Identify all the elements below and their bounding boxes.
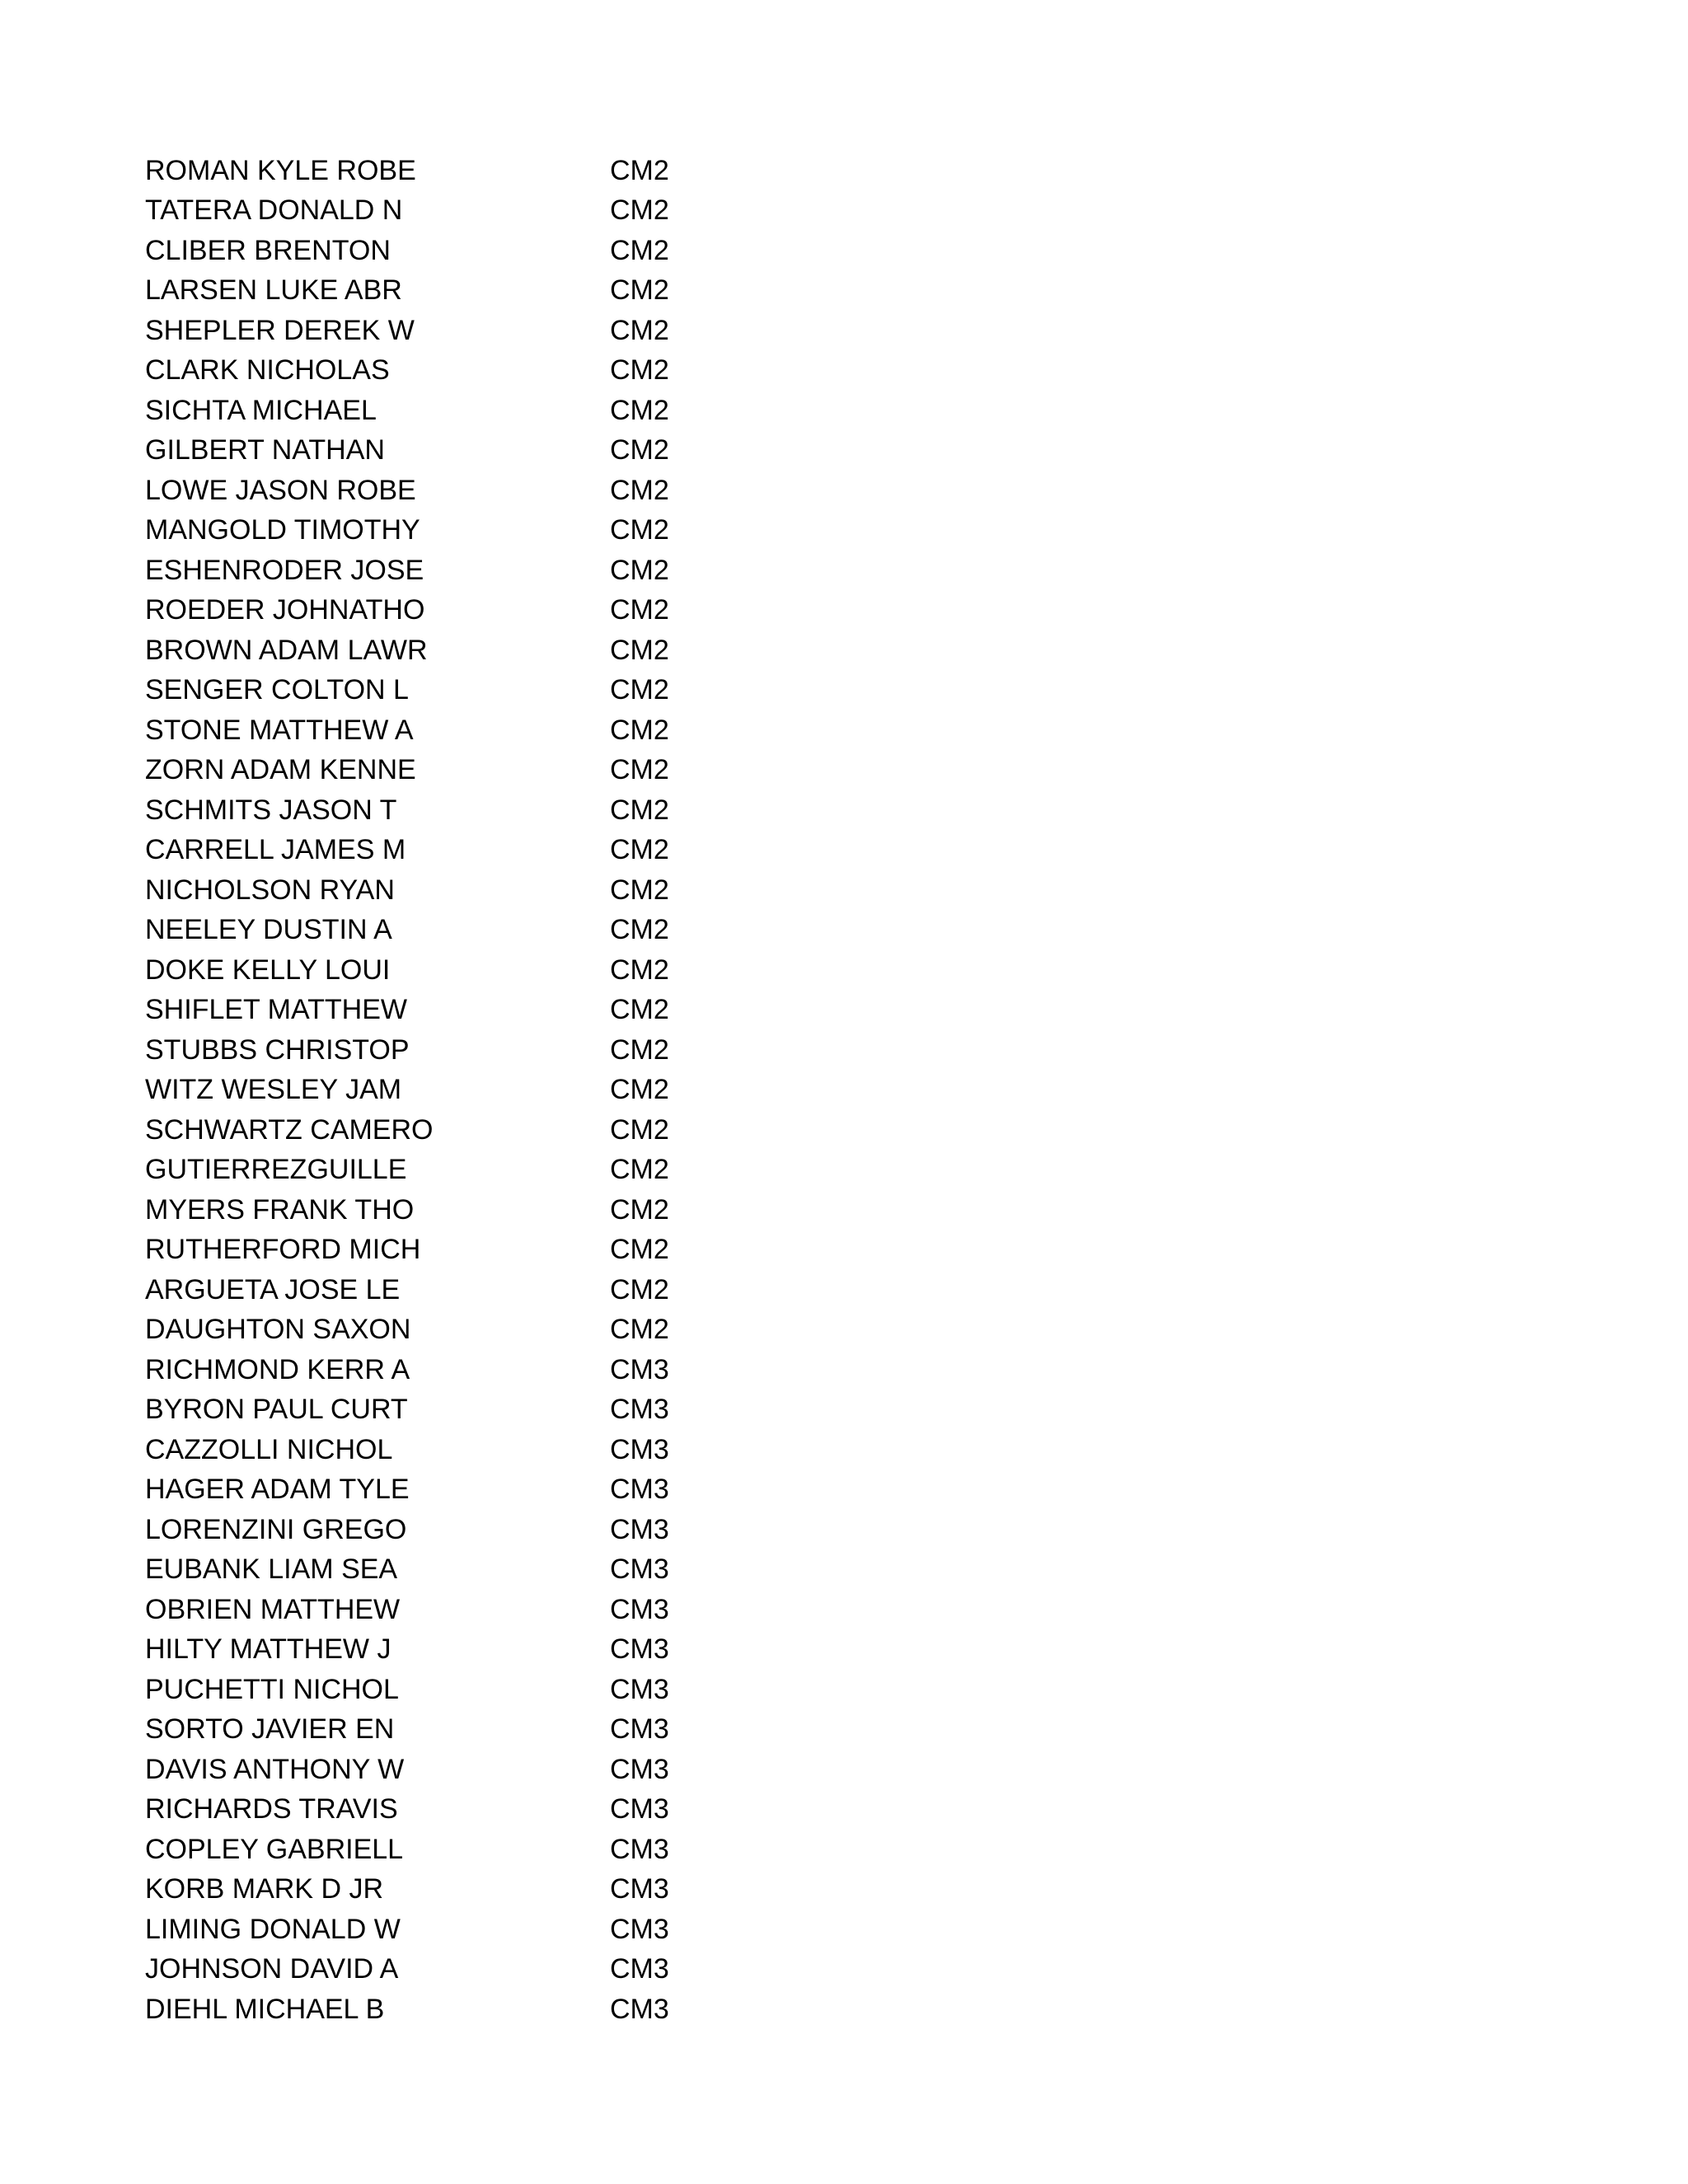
roster-row — [145, 1830, 969, 1870]
roster-rate: CM2 — [610, 234, 669, 266]
roster-rate: CM2 — [610, 674, 669, 706]
roster-rate: CM2 — [610, 1033, 669, 1066]
roster-row — [145, 1590, 969, 1630]
roster-rate: CM2 — [610, 874, 669, 906]
roster-row — [145, 1910, 969, 1950]
roster-row — [145, 1030, 969, 1071]
roster-name: STONE MATTHEW A — [145, 714, 414, 746]
roster-name: LARSEN LUKE ABR — [145, 274, 402, 307]
roster-row — [145, 431, 969, 471]
roster-name: ZORN ADAM KENNE — [145, 754, 416, 786]
roster-name: DIEHL MICHAEL B — [145, 1993, 385, 2025]
roster-rate: CM2 — [610, 194, 669, 227]
roster-rate: CM2 — [610, 714, 669, 746]
roster-rate: CM2 — [610, 1273, 669, 1305]
roster-rate: CM3 — [610, 1593, 669, 1625]
roster-rate: CM2 — [610, 594, 669, 626]
roster-rate: CM2 — [610, 834, 669, 866]
roster-rate: CM3 — [610, 1793, 669, 1825]
roster-name: DOKE KELLY LOUI — [145, 954, 391, 986]
roster-name: OBRIEN MATTHEW — [145, 1593, 401, 1625]
roster-name: WITZ WESLEY JAM — [145, 1074, 402, 1106]
roster-rate: CM3 — [610, 1993, 669, 2025]
roster-name: MANGOLD TIMOTHY — [145, 514, 420, 546]
roster-row — [145, 710, 969, 751]
roster-row — [145, 191, 969, 232]
roster-row — [145, 551, 969, 591]
roster-name: SORTO JAVIER EN — [145, 1713, 395, 1746]
roster-row — [145, 1870, 969, 1910]
roster-rate: CM2 — [610, 954, 669, 986]
roster-row — [145, 391, 969, 431]
roster-rate: CM3 — [610, 1873, 669, 1905]
roster-name: KORB MARK D JR — [145, 1873, 384, 1905]
roster-row — [145, 271, 969, 312]
roster-name: STUBBS CHRISTOP — [145, 1033, 410, 1066]
roster-row — [145, 351, 969, 391]
roster-rate: CM2 — [610, 354, 669, 387]
roster-row — [145, 511, 969, 551]
roster-name: ROEDER JOHNATHO — [145, 594, 425, 626]
roster-name: DAUGHTON SAXON — [145, 1314, 411, 1346]
roster-row — [145, 1270, 969, 1310]
roster-name: CAZZOLLI NICHOL — [145, 1433, 393, 1465]
roster-row — [145, 1710, 969, 1750]
roster-row — [145, 151, 969, 191]
roster-name: DAVIS ANTHONY W — [145, 1753, 405, 1785]
roster-row — [145, 311, 969, 351]
roster-rate: CM2 — [610, 634, 669, 666]
roster-rate: CM2 — [610, 314, 669, 346]
roster-name: LIMING DONALD W — [145, 1913, 401, 1945]
roster-rate: CM2 — [610, 514, 669, 546]
roster-name: CLARK NICHOLAS — [145, 354, 390, 387]
roster-rate: CM3 — [610, 1353, 669, 1385]
roster-name: ESHENRODER JOSE — [145, 554, 424, 586]
roster-row — [145, 1790, 969, 1830]
roster-name: CLIBER BRENTON — [145, 234, 391, 266]
roster-name: SHIFLET MATTHEW — [145, 994, 407, 1026]
roster-rate: CM2 — [610, 1314, 669, 1346]
roster-name: SENGER COLTON L — [145, 674, 409, 706]
roster-row — [145, 1950, 969, 1990]
roster-name: NEELEY DUSTIN A — [145, 914, 392, 946]
roster-name: LORENZINI GREGO — [145, 1513, 407, 1545]
roster-name: MYERS FRANK THO — [145, 1193, 415, 1226]
roster-name: TATERA DONALD N — [145, 194, 403, 227]
roster-rate: CM2 — [610, 1154, 669, 1186]
roster-row — [145, 911, 969, 951]
roster-row — [145, 1310, 969, 1351]
roster-rate: CM2 — [610, 914, 669, 946]
roster-rate: CM3 — [610, 1394, 669, 1426]
roster-name: JOHNSON DAVID A — [145, 1953, 399, 1985]
roster-name: NICHOLSON RYAN — [145, 874, 395, 906]
roster-rate: CM2 — [610, 754, 669, 786]
roster-rate: CM2 — [610, 554, 669, 586]
roster-rate: CM3 — [610, 1633, 669, 1666]
roster-name: LOWE JASON ROBE — [145, 474, 416, 506]
roster-rate: CM2 — [610, 474, 669, 506]
roster-row — [145, 991, 969, 1031]
roster-name: PUCHETTI NICHOL — [145, 1673, 399, 1705]
roster-rate: CM2 — [610, 1193, 669, 1226]
roster-row — [145, 950, 969, 991]
roster-rate: CM3 — [610, 1554, 669, 1586]
roster-rate: CM2 — [610, 994, 669, 1026]
roster-row — [145, 751, 969, 791]
roster-row — [145, 831, 969, 871]
roster-row — [145, 1990, 969, 2030]
roster-name: SCHMITS JASON T — [145, 794, 397, 826]
roster-rate: CM3 — [610, 1713, 669, 1746]
roster-row — [145, 1390, 969, 1431]
roster-rate: CM2 — [610, 434, 669, 466]
roster-name: COPLEY GABRIELL — [145, 1833, 404, 1865]
roster-name: HAGER ADAM TYLE — [145, 1474, 410, 1506]
roster-name: SICHTA MICHAEL — [145, 394, 377, 426]
roster-row — [145, 471, 969, 511]
roster-name: GUTIERREZGUILLE — [145, 1154, 407, 1186]
roster-name: RICHARDS TRAVIS — [145, 1793, 398, 1825]
roster-rate: CM2 — [610, 154, 669, 186]
roster-row — [145, 1071, 969, 1111]
roster-row — [145, 1510, 969, 1550]
roster-name: EUBANK LIAM SEA — [145, 1554, 398, 1586]
roster-name: ROMAN KYLE ROBE — [145, 154, 416, 186]
roster-rate: CM3 — [610, 1953, 669, 1985]
roster-row — [145, 1190, 969, 1230]
roster-row — [145, 1550, 969, 1591]
roster-rate: CM2 — [610, 794, 669, 826]
roster-rate: CM3 — [610, 1433, 669, 1465]
roster-name: SHEPLER DEREK W — [145, 314, 415, 346]
roster-rate: CM2 — [610, 1234, 669, 1266]
roster-row — [145, 1230, 969, 1271]
roster-row — [145, 1470, 969, 1511]
roster-name: HILTY MATTHEW J — [145, 1633, 392, 1666]
roster-row — [145, 1151, 969, 1191]
roster-rate: CM3 — [610, 1474, 669, 1506]
roster-rate: CM3 — [610, 1753, 669, 1785]
roster-rate: CM2 — [610, 1074, 669, 1106]
roster-name: RUTHERFORD MICH — [145, 1234, 421, 1266]
roster-name: RICHMOND KERR A — [145, 1353, 410, 1385]
roster-name: ARGUETA JOSE LE — [145, 1273, 401, 1305]
roster-row — [145, 790, 969, 831]
roster-name: BROWN ADAM LAWR — [145, 634, 428, 666]
roster-row — [145, 231, 969, 271]
roster-row — [145, 1430, 969, 1470]
roster-row — [145, 1110, 969, 1151]
roster-rate: CM3 — [610, 1513, 669, 1545]
roster-row — [145, 591, 969, 631]
roster-row — [145, 870, 969, 911]
roster-rate: CM3 — [610, 1833, 669, 1865]
roster-list — [145, 151, 969, 2030]
roster-rate: CM2 — [610, 274, 669, 307]
roster-name: CARRELL JAMES M — [145, 834, 406, 866]
roster-name: SCHWARTZ CAMERO — [145, 1113, 434, 1146]
roster-name: GILBERT NATHAN — [145, 434, 385, 466]
roster-row — [145, 630, 969, 671]
roster-row — [145, 1630, 969, 1671]
roster-rate: CM3 — [610, 1673, 669, 1705]
roster-row — [145, 1670, 969, 1710]
roster-row — [145, 1350, 969, 1390]
roster-rate: CM2 — [610, 394, 669, 426]
roster-rate: CM3 — [610, 1913, 669, 1945]
roster-row — [145, 671, 969, 711]
roster-rate: CM2 — [610, 1113, 669, 1146]
roster-name: BYRON PAUL CURT — [145, 1394, 408, 1426]
roster-row — [145, 1750, 969, 1790]
